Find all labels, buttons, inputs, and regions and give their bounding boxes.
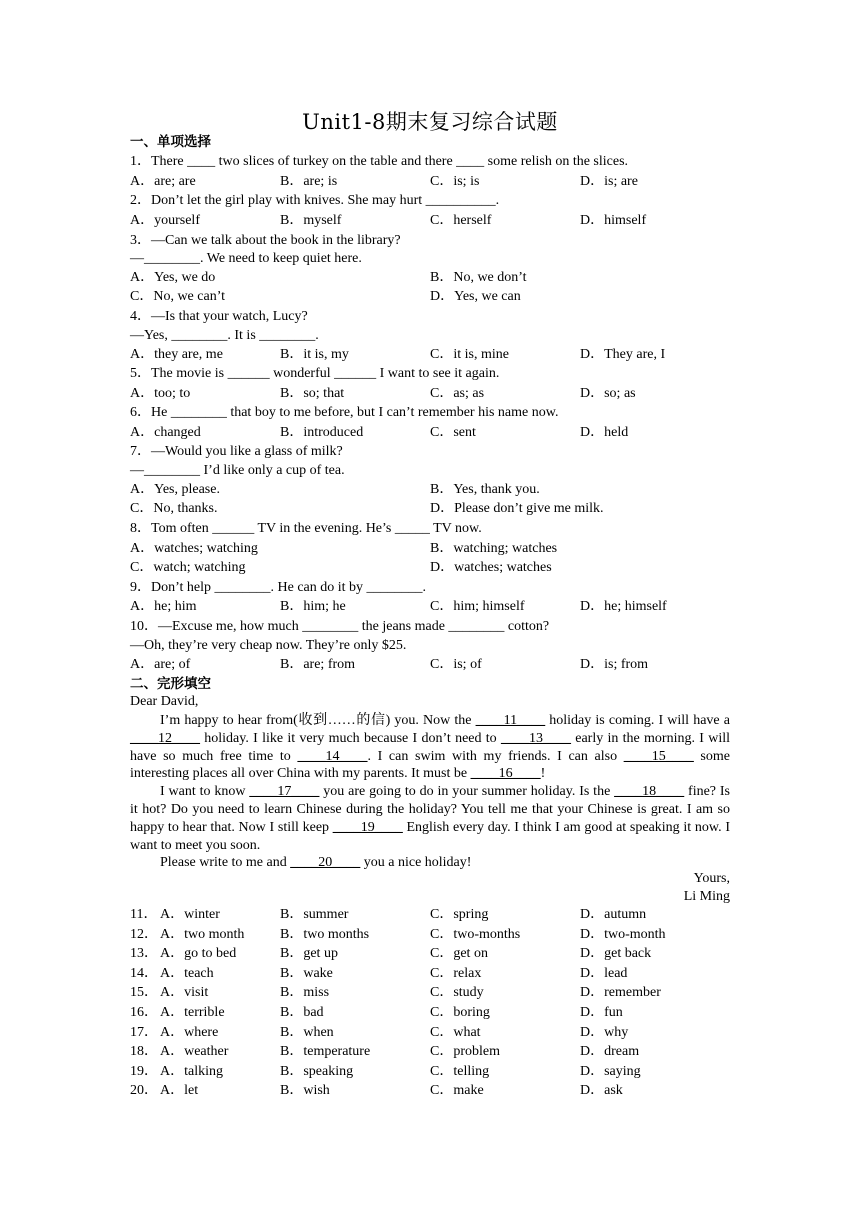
question-10-option-c: C．is; of <box>430 657 482 672</box>
cloze-item-20-option-a: A．let <box>160 1083 199 1099</box>
cloze-item-18-option-b: B．temperature <box>280 1044 371 1060</box>
cloze-item-11-option-a: A．winter <box>160 907 220 922</box>
cloze-item-18-option-c: C．problem <box>430 1044 500 1060</box>
question-3-option-a: A．Yes, we do <box>130 270 216 285</box>
question-6-option-c: C．sent <box>430 425 476 440</box>
question-6-option-a: A．changed <box>130 425 201 440</box>
question-4-option-b: B．it is, my <box>280 347 349 362</box>
blank-19: ____19____ <box>332 819 403 835</box>
question-6-option-d: D．held <box>580 425 629 440</box>
letter-signature: Li Ming <box>683 889 730 904</box>
cloze-item-13-option-c: C．get on <box>430 946 488 962</box>
cloze-item-17-option-d: D．why <box>580 1024 629 1040</box>
cloze-item-16-option-c: C．boring <box>430 1005 490 1020</box>
cloze-item-13-option-b: B．get up <box>280 946 338 962</box>
question-9-option-c: C．him; himself <box>430 599 525 614</box>
cloze-item-20-option-c: C．make <box>430 1083 484 1099</box>
question-6-option-b: B．introduced <box>280 425 364 440</box>
letter-paragraph-1: I’m happy to hear from(收到……的信) you. Now the ____11____ holiday is coming. I will have a ____12____ holiday. I like it very much because I don’t need to ____13____ early in the morning. I will have so much free time to ____14____. I can swim with my friends. I can also ____15____ some interesting places all over China with my parents. It must be ____16____! <box>130 713 730 782</box>
question-3-option-c: C．No, we can’t <box>130 289 225 304</box>
page-title: Unit1-8期末复习综合试题 <box>302 110 558 134</box>
question-10-option-b: B．are; from <box>280 657 356 672</box>
cloze-item-14-option-d: D．lead <box>580 965 628 981</box>
question-1-option-d: D．is; are <box>580 174 638 189</box>
blank-12: ____12____ <box>130 730 200 746</box>
letter-paragraph-2: I want to know ____17____ you are going to do in your summer holiday. Is the ____18____ fine? Is it hot? Do you need to learn Chinese during the holiday? You tell me that your Chinese is great. I am so happy to hear that. Now I still keep ____19____ English every day. I think I am good at speaking it now. I want to meet you soon. <box>130 784 730 853</box>
cloze-item-19-number: 19． <box>130 1063 158 1079</box>
cloze-item-14-option-b: B．wake <box>280 965 333 981</box>
question-7-option-a: A．Yes, please. <box>130 482 220 497</box>
question-7-option-c: C．No, thanks. <box>130 501 218 516</box>
question-7-stem: 7．—Would you like a glass of milk? <box>130 444 343 459</box>
blank-14: ____14____ <box>297 748 368 764</box>
cloze-item-16-option-a: A．terrible <box>160 1005 225 1020</box>
section-heading-single-choice: 一、单项选择 <box>130 134 211 150</box>
question-4-stem: 4．—Is that your watch, Lucy? <box>130 309 308 324</box>
cloze-item-19-option-d: D．saying <box>580 1063 641 1079</box>
question-8-option-a: A．watches; watching <box>130 541 258 556</box>
cloze-item-13-number: 13． <box>130 946 158 962</box>
cloze-item-18-number: 18． <box>130 1044 158 1060</box>
cloze-item-16-number: 16． <box>130 1005 158 1020</box>
cloze-item-11-number: 11． <box>130 907 158 922</box>
cloze-item-20-option-b: B．wish <box>280 1083 330 1099</box>
blank-13: ____13____ <box>500 730 571 746</box>
letter-paragraph-3: Please write to me and ____20____ you a nice holiday! <box>160 855 472 871</box>
cloze-item-17-number: 17． <box>130 1024 158 1040</box>
question-2-option-c: C．herself <box>430 213 492 228</box>
question-2-option-a: A．yourself <box>130 213 200 228</box>
cloze-item-15-option-a: A．visit <box>160 985 209 1001</box>
cloze-item-11-option-c: C．spring <box>430 907 489 922</box>
question-3-option-b: B．No, we don’t <box>430 270 527 285</box>
question-3-option-d: D．Yes, we can <box>430 289 521 304</box>
cloze-item-11-option-d: D．autumn <box>580 907 647 922</box>
question-7-stem-line2: —________ I’d like only a cup of tea. <box>130 463 345 478</box>
question-1-option-b: B．are; is <box>280 174 338 189</box>
letter-body <box>130 712 730 872</box>
question-2-option-b: B．myself <box>280 213 342 228</box>
cloze-item-19-option-a: A．talking <box>160 1063 223 1079</box>
cloze-item-17-option-c: C．what <box>430 1024 481 1040</box>
question-3-stem: 3．—Can we talk about the book in the library? <box>130 233 401 248</box>
question-10-stem-line2: —Oh, they’re very cheap now. They’re only $25. <box>130 638 407 653</box>
cloze-item-14-number: 14． <box>130 965 158 981</box>
question-5-option-c: C．as; as <box>430 386 485 401</box>
question-4-option-c: C．it is, mine <box>430 347 509 362</box>
cloze-item-18-option-a: A．weather <box>160 1044 229 1060</box>
question-9-option-a: A．he; him <box>130 599 197 614</box>
cloze-item-14-option-c: C．relax <box>430 965 482 981</box>
question-9-option-d: D．he; himself <box>580 599 667 614</box>
question-5-option-a: A．too; to <box>130 386 191 401</box>
question-9-option-b: B．him; he <box>280 599 346 614</box>
question-2-stem: 2．Don’t let the girl play with knives. She may hurt __________. <box>130 193 500 208</box>
cloze-item-12-option-a: A．two month <box>160 926 245 942</box>
cloze-item-12-number: 12． <box>130 926 158 942</box>
cloze-item-15-number: 15． <box>130 985 158 1001</box>
cloze-item-12-option-d: D．two-month <box>580 926 666 942</box>
question-8-option-c: C．watch; watching <box>130 560 246 575</box>
question-8-stem: 8．Tom often ______ TV in the evening. He’s _____ TV now. <box>130 521 482 536</box>
question-9-stem: 9．Don’t help ________. He can do it by ________. <box>130 580 427 595</box>
cloze-item-15-option-c: C．study <box>430 985 484 1001</box>
letter-closing: Yours, <box>693 871 730 886</box>
question-5-stem: 5．The movie is ______ wonderful ______ I want to see it again. <box>130 366 500 381</box>
blank-16: ____16____ <box>470 766 541 782</box>
question-3-stem-line2: —________. We need to keep quiet here. <box>130 251 362 266</box>
blank-20: ____20____ <box>290 855 361 871</box>
cloze-item-17-option-a: A．where <box>160 1024 219 1040</box>
cloze-item-13-option-a: A．go to bed <box>160 946 237 962</box>
section-heading-cloze: 二、完形填空 <box>130 676 211 692</box>
question-10-stem: 10．—Excuse me, how much ________ the jeans made ________ cotton? <box>130 619 550 634</box>
cloze-item-14-option-a: A．teach <box>160 965 214 981</box>
question-4-option-a: A．they are, me <box>130 347 223 362</box>
question-4-option-d: D．They are, I <box>580 347 666 362</box>
cloze-item-20-number: 20． <box>130 1083 158 1099</box>
cloze-item-20-option-d: D．ask <box>580 1083 623 1099</box>
question-4-stem-line2: —Yes, ________. It is ________. <box>130 328 319 343</box>
cloze-item-13-option-d: D．get back <box>580 946 652 962</box>
cloze-item-12-option-c: C．two-months <box>430 926 521 942</box>
question-10-option-a: A．are; of <box>130 657 191 672</box>
question-7-option-b: B．Yes, thank you. <box>430 482 540 497</box>
blank-17: ____17____ <box>249 784 320 800</box>
question-5-option-d: D．so; as <box>580 386 636 401</box>
question-1-option-c: C．is; is <box>430 174 480 189</box>
question-1-stem: 1．There ____ two slices of turkey on the table and there ____ some relish on the slices. <box>130 154 629 169</box>
letter-greeting: Dear David, <box>130 694 199 709</box>
cloze-item-15-option-b: B．miss <box>280 985 330 1001</box>
question-6-stem: 6．He ________ that boy to me before, but I can’t remember his name now. <box>130 405 559 420</box>
blank-18: ____18____ <box>614 784 685 800</box>
question-8-option-b: B．watching; watches <box>430 541 558 556</box>
question-8-option-d: D．watches; watches <box>430 560 552 575</box>
cloze-item-11-option-b: B．summer <box>280 907 349 922</box>
question-5-option-b: B．so; that <box>280 386 345 401</box>
cloze-item-19-option-c: C．telling <box>430 1063 490 1079</box>
cloze-item-19-option-b: B．speaking <box>280 1063 354 1079</box>
cloze-item-12-option-b: B．two months <box>280 926 370 942</box>
cloze-item-18-option-d: D．dream <box>580 1044 640 1060</box>
cloze-item-17-option-b: B．when <box>280 1024 334 1040</box>
cloze-item-16-option-b: B．bad <box>280 1005 324 1020</box>
question-2-option-d: D．himself <box>580 213 647 228</box>
blank-15: ____15____ <box>623 748 694 764</box>
blank-11: ____11____ <box>475 713 546 728</box>
question-10-option-d: D．is; from <box>580 657 649 672</box>
cloze-item-15-option-d: D．remember <box>580 985 661 1001</box>
question-1-option-a: A．are; are <box>130 174 196 189</box>
question-7-option-d: D．Please don’t give me milk. <box>430 501 604 516</box>
cloze-item-16-option-d: D．fun <box>580 1005 623 1020</box>
